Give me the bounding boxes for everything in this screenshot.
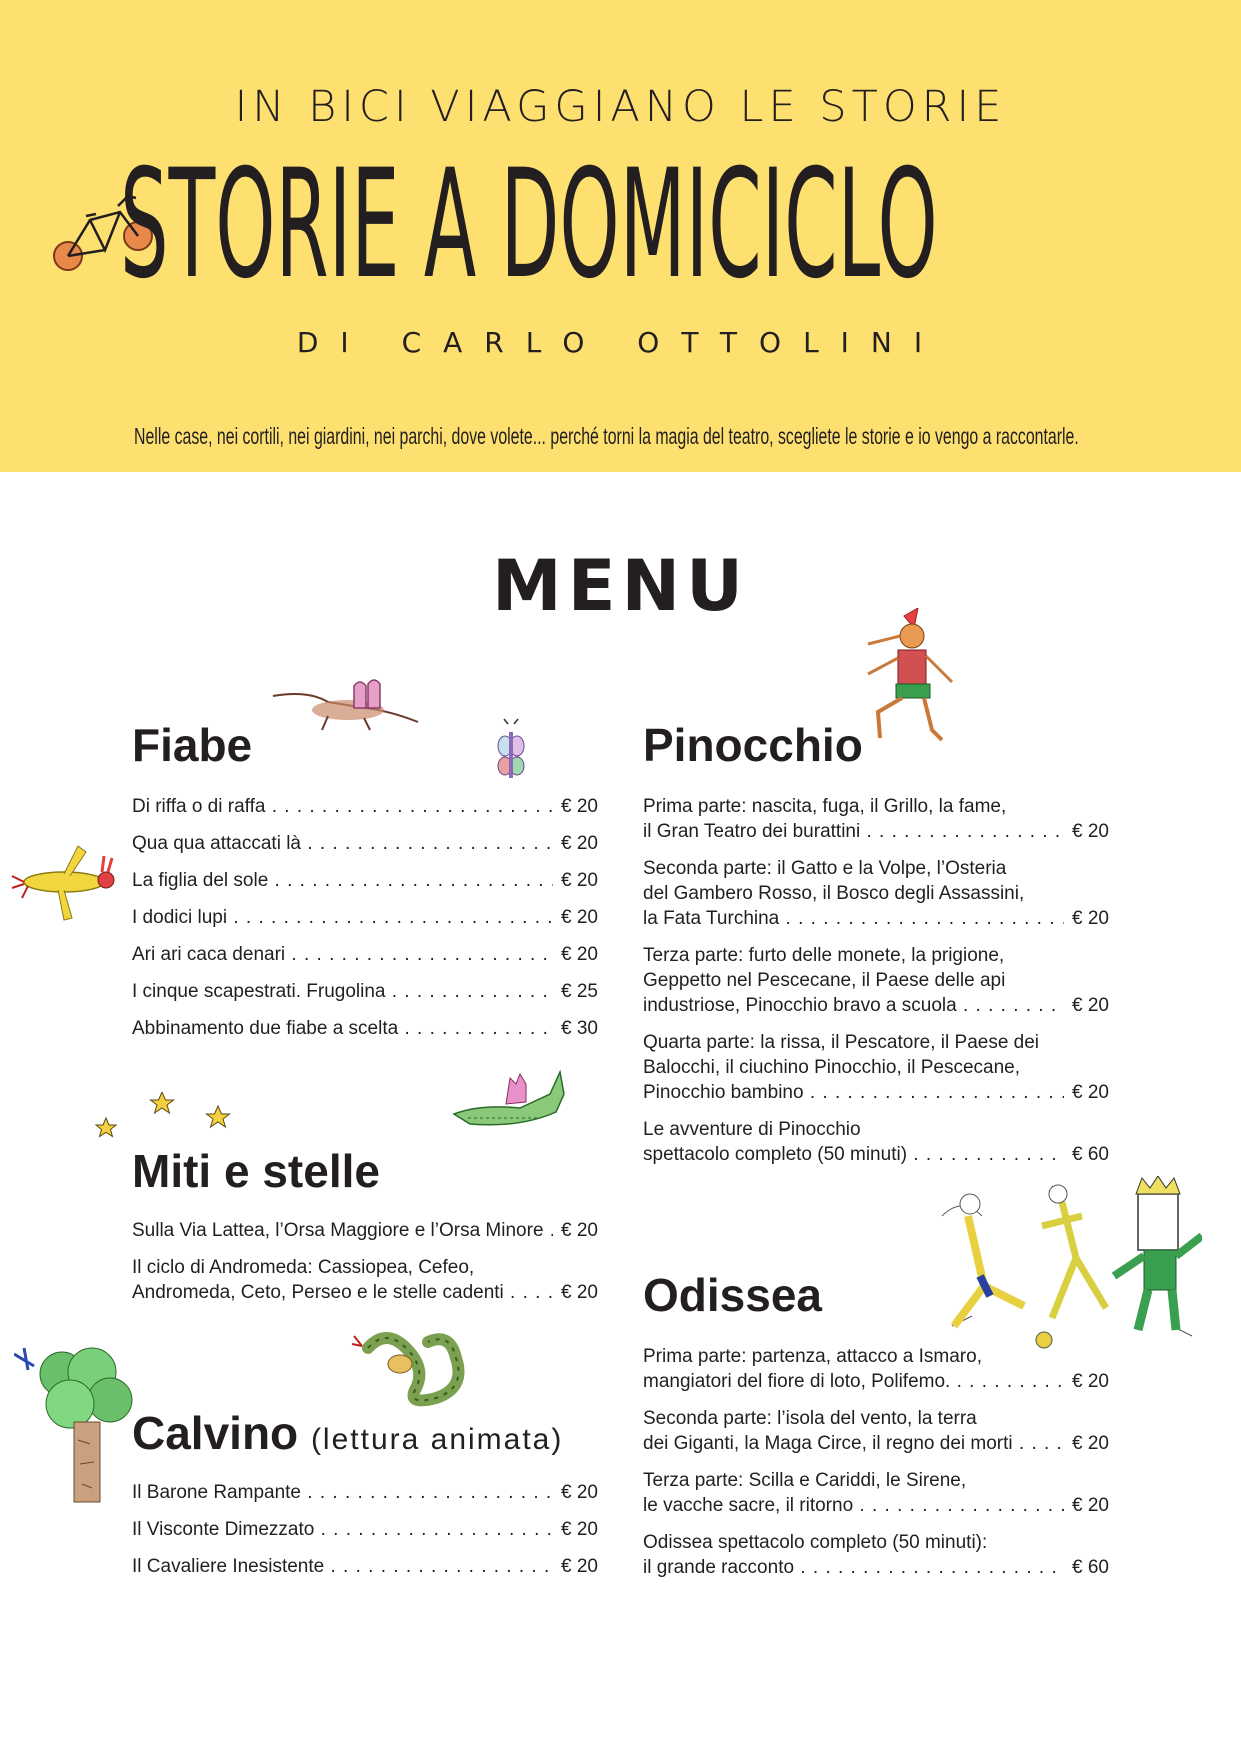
- menu-item-price: € 20: [1072, 821, 1109, 842]
- section-title-calvino: [132, 1406, 563, 1460]
- menu-item-price: € 20: [1072, 1371, 1109, 1392]
- menu-item-title: [132, 1016, 553, 1041]
- author-line: DI CARLO OTTOLINI: [296, 326, 945, 359]
- menu-item: [643, 943, 1109, 1018]
- menu-item-title: [643, 1406, 1064, 1456]
- menu-item-line: Ari ari caca denari . . .: [132, 942, 553, 967]
- menu-item-line: Qua qua attaccati là . . .: [132, 831, 553, 856]
- header-band: [0, 0, 1241, 472]
- menu-item-price: € 25: [561, 981, 598, 1002]
- menu-item-line: Il Visconte Dimezzato . . .: [132, 1517, 553, 1542]
- menu-item-line: Le avventure di Pinocchio: [643, 1119, 861, 1140]
- menu-item-line: la Fata Turchina . . .: [643, 906, 1064, 931]
- menu-item-price: € 20: [561, 907, 598, 928]
- tagline: IN BICI VIAGGIANO LE STORIE: [234, 82, 1007, 132]
- menu-item: [643, 1468, 1109, 1518]
- menu-item-title: [132, 1554, 553, 1579]
- menu-item-price: € 20: [1072, 1495, 1109, 1516]
- cat-drawing: [268, 676, 428, 736]
- section-title-miti: Miti e stelle: [132, 1145, 380, 1197]
- menu-item-line: I dodici lupi . . .: [132, 905, 553, 930]
- menu-item-title: [643, 1030, 1064, 1105]
- menu-item-line: Odissea spettacolo completo (50 minuti):: [643, 1532, 988, 1553]
- menu-item-title: [643, 856, 1064, 931]
- menu-item-title: [132, 979, 553, 1004]
- menu-item-line: le vacche sacre, il ritorno . . .: [643, 1493, 1064, 1518]
- menu-item-price: € 20: [561, 1282, 598, 1303]
- figures-drawing: [932, 1176, 1202, 1356]
- menu-item-price: € 60: [1072, 1557, 1109, 1578]
- menu-item: [643, 1030, 1109, 1105]
- menu-item-line: Seconda parte: l’isola del vento, la terra: [643, 1408, 977, 1429]
- menu-item-price: € 20: [1072, 908, 1109, 929]
- menu-item-title: [643, 794, 1064, 844]
- menu-item: [132, 794, 598, 819]
- menu-item-line: Geppetto nel Pescecane, il Paese delle api: [643, 970, 1006, 991]
- menu-item-line: spettacolo completo (50 minuti) . . .: [643, 1142, 1064, 1167]
- menu-item-price: € 20: [561, 944, 598, 965]
- menu-item: [643, 1406, 1109, 1456]
- menu-item-price: € 20: [561, 1220, 598, 1241]
- menu-item: [132, 1517, 598, 1542]
- bird-drawing: [8, 842, 120, 922]
- pinocchio-drawing: [858, 608, 958, 753]
- menu-item-line: Seconda parte: il Gatto e la Volpe, l’Osteria: [643, 858, 1007, 879]
- fiabe-list: [132, 794, 598, 1053]
- menu-item: [132, 1480, 598, 1505]
- menu-item-line: industriose, Pinocchio bravo a scuola . . .: [643, 993, 1064, 1018]
- menu-item: [643, 1344, 1109, 1394]
- menu-item-line: Terza parte: furto delle monete, la prigione,: [643, 945, 1005, 966]
- menu-item-line: Quarta parte: la rissa, il Pescatore, il Paese dei: [643, 1032, 1040, 1053]
- tree-drawing: [14, 1344, 138, 1504]
- menu-item-price: € 20: [1072, 1433, 1109, 1454]
- menu-item-line: Sulla Via Lattea, l’Orsa Maggiore e l’Orsa Minore . . .: [132, 1218, 553, 1243]
- calvino-list: [132, 1480, 598, 1591]
- menu-item: [132, 1016, 598, 1041]
- menu-item-line: Abbinamento due fiabe a scelta . . .: [132, 1016, 553, 1041]
- menu-heading: MENU: [492, 545, 749, 627]
- section-title-odissea: Odissea: [643, 1269, 822, 1321]
- menu-item: [132, 905, 598, 930]
- menu-item-title: [643, 943, 1064, 1018]
- menu-item: [132, 1255, 598, 1305]
- section-title-pinocchio: Pinocchio: [643, 719, 863, 771]
- menu-item-title: [643, 1468, 1064, 1518]
- main-title: STORIE A DOMICICLO: [120, 138, 938, 312]
- menu-item-title: [643, 1117, 1064, 1167]
- menu-item-line: dei Giganti, la Maga Circe, il regno dei morti . . .: [643, 1431, 1064, 1456]
- menu-item: [132, 868, 598, 893]
- menu-item-price: € 20: [1072, 1082, 1109, 1103]
- menu-item-price: € 20: [561, 870, 598, 891]
- menu-item-line: Il ciclo di Andromeda: Cassiopea, Cefeo,: [132, 1257, 475, 1278]
- menu-item: [132, 979, 598, 1004]
- menu-item-title: [643, 1344, 1064, 1394]
- menu-item-line: Pinocchio bambino . . .: [643, 1080, 1064, 1105]
- menu-item-line: Prima parte: nascita, fuga, il Grillo, la fame,: [643, 796, 1007, 817]
- menu-item-price: € 60: [1072, 1144, 1109, 1165]
- menu-item-title: [132, 1480, 553, 1505]
- stars-drawing: [94, 1092, 234, 1150]
- menu-item: [132, 1554, 598, 1579]
- menu-item: [643, 794, 1109, 844]
- menu-item-line: Prima parte: partenza, attacco a Ismaro,: [643, 1346, 982, 1367]
- menu-item-line: Il Barone Rampante . . .: [132, 1480, 553, 1505]
- menu-item-price: € 30: [561, 1018, 598, 1039]
- menu-item-title: [132, 1218, 553, 1243]
- calvino-subtitle: (lettura animata): [310, 1423, 564, 1456]
- menu-item-line: mangiatori del fiore di loto, Polifemo. . . .: [643, 1369, 1064, 1394]
- menu-item-line: La figlia del sole . . .: [132, 868, 553, 893]
- menu-item-line: Di riffa o di raffa . . .: [132, 794, 553, 819]
- menu-item-line: del Gambero Rosso, il Bosco degli Assassini,: [643, 883, 1025, 904]
- menu-item: [132, 831, 598, 856]
- menu-item-line: Balocchi, il ciuchino Pinocchio, il Pescecane,: [643, 1057, 1021, 1078]
- menu-item: [643, 856, 1109, 931]
- menu-item-line: Terza parte: Scilla e Cariddi, le Sirene,: [643, 1470, 967, 1491]
- calvino-title: Calvino: [132, 1407, 299, 1459]
- menu-item-title: [132, 794, 553, 819]
- menu-item-price: € 20: [561, 796, 598, 817]
- menu-item-line: Andromeda, Ceto, Perseo e le stelle cadenti . . .: [132, 1280, 553, 1305]
- pinocchio-list: [643, 794, 1109, 1179]
- menu-item-title: [132, 942, 553, 967]
- menu-item-title: [132, 1255, 553, 1305]
- menu-item-price: € 20: [561, 1482, 598, 1503]
- menu-item: [132, 1218, 598, 1243]
- menu-item-line: Il Cavaliere Inesistente . . .: [132, 1554, 553, 1579]
- menu-item-title: [132, 1517, 553, 1542]
- section-title-fiabe: Fiabe: [132, 719, 253, 771]
- menu-item-price: € 20: [561, 1519, 598, 1540]
- menu-item-line: il Gran Teatro dei burattini . . .: [643, 819, 1064, 844]
- crocodile-drawing: [450, 1064, 574, 1142]
- intro-text: Nelle case, nei cortili, nei giardini, nei parchi, dove volete... perché torni la magia del teatro, scegliete le storie e io vengo a raccontarle.: [134, 423, 1079, 449]
- menu-item: [132, 942, 598, 967]
- menu-item-title: [643, 1530, 1064, 1580]
- menu-item-title: [132, 831, 553, 856]
- menu-item-title: [132, 905, 553, 930]
- menu-item-price: € 20: [1072, 995, 1109, 1016]
- menu-item: [643, 1117, 1109, 1167]
- menu-item-price: € 20: [561, 1556, 598, 1577]
- menu-item-line: il grande racconto . . .: [643, 1555, 1064, 1580]
- menu-item-price: € 20: [561, 833, 598, 854]
- odissea-list: [643, 1344, 1109, 1592]
- snake-drawing: [346, 1318, 480, 1410]
- menu-item: [643, 1530, 1109, 1580]
- butterfly-drawing: [496, 718, 526, 784]
- miti-list: [132, 1218, 598, 1317]
- menu-item-title: [132, 868, 553, 893]
- menu-item-line: I cinque scapestrati. Frugolina . . .: [132, 979, 553, 1004]
